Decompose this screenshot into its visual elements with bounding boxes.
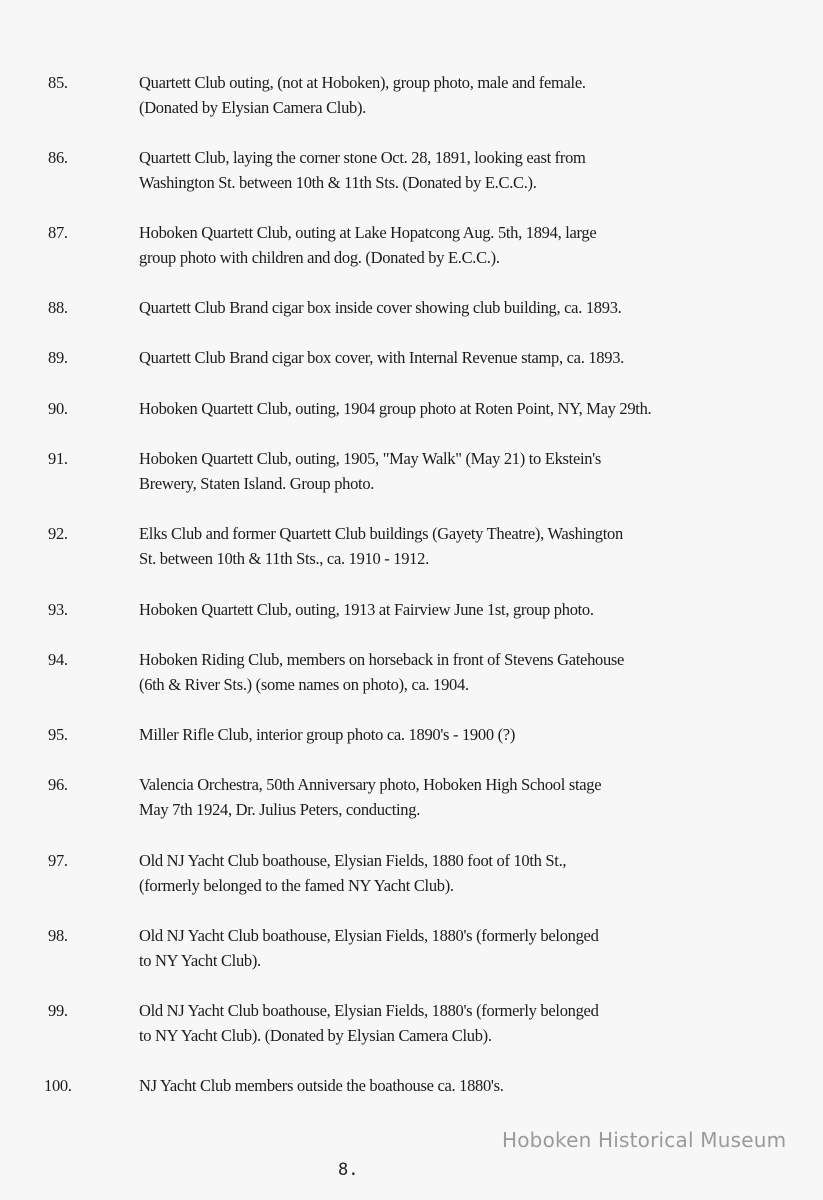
description-line: St. between 10th & 11th Sts., ca. 1910 - 1912. (139, 549, 429, 568)
description-line: (formerly belonged to the famed NY Yacht Club). (139, 876, 454, 895)
description-line: to NY Yacht Club). (Donated by Elysian Camera Club). (139, 1026, 492, 1045)
description-line: Old NJ Yacht Club boathouse, Elysian Fields, 1880 foot of 10th St., (139, 851, 567, 870)
item-number: 89. (48, 348, 68, 367)
description-line: group photo with children and dog. (Donated by E.C.C.). (139, 248, 500, 267)
item-number: 98. (48, 926, 68, 945)
description-line: to NY Yacht Club). (139, 951, 261, 970)
description-line: Old NJ Yacht Club boathouse, Elysian Fields, 1880's (formerly belonged (139, 1001, 599, 1020)
item-number: 93. (48, 600, 68, 619)
item-number: 91. (48, 449, 68, 468)
item-number: 87. (48, 223, 68, 242)
item-number: 86. (48, 148, 68, 167)
description-line: Elks Club and former Quartett Club buildings (Gayety Theatre), Washington (139, 524, 623, 543)
description-line: Quartett Club Brand cigar box inside cover showing club building, ca. 1893. (139, 298, 622, 317)
item-number: 99. (48, 1001, 68, 1020)
description-line: Hoboken Riding Club, members on horseback in front of Stevens Gatehouse (139, 650, 625, 669)
item-number: 90. (48, 399, 68, 418)
description-line: Old NJ Yacht Club boathouse, Elysian Fields, 1880's (formerly belonged (139, 926, 599, 945)
description-line: Quartett Club outing, (not at Hoboken), group photo, male and female. (139, 73, 586, 92)
item-number: 97. (48, 851, 68, 870)
page-number: 8. (338, 1160, 359, 1180)
description-line: Quartett Club Brand cigar box cover, with Internal Revenue stamp, ca. 1893. (139, 348, 624, 367)
museum-watermark: Hoboken Historical Museum (502, 1128, 787, 1152)
item-number: 96. (48, 775, 68, 794)
description-line: Quartett Club, laying the corner stone Oct. 28, 1891, looking east from (139, 148, 586, 167)
item-description (139, 597, 779, 622)
item-number: 92. (48, 524, 68, 543)
item-description (139, 396, 779, 421)
item-description (139, 923, 779, 973)
description-line: Hoboken Quartett Club, outing, 1905, "May Walk" (May 21) to Ekstein's (139, 449, 602, 468)
item-description (139, 220, 779, 270)
item-number: 94. (48, 650, 68, 669)
description-line: Hoboken Quartett Club, outing at Lake Hopatcong Aug. 5th, 1894, large (139, 223, 597, 242)
item-description (139, 998, 779, 1048)
item-description (139, 722, 779, 747)
item-description (139, 848, 779, 898)
item-number: 100. (44, 1076, 72, 1095)
description-line: Washington St. between 10th & 11th Sts. (Donated by E.C.C.). (139, 173, 537, 192)
item-description (139, 145, 779, 195)
item-number: 88. (48, 298, 68, 317)
item-description (139, 345, 779, 370)
item-description (139, 647, 779, 697)
description-line: Valencia Orchestra, 50th Anniversary photo, Hoboken High School stage (139, 775, 602, 794)
description-line: Brewery, Staten Island. Group photo. (139, 474, 375, 493)
description-line: (6th & River Sts.) (some names on photo), ca. 1904. (139, 675, 469, 694)
item-description (139, 70, 779, 120)
description-line: May 7th 1924, Dr. Julius Peters, conducting. (139, 800, 421, 819)
item-description (139, 772, 779, 822)
description-line: Hoboken Quartett Club, outing, 1913 at Fairview June 1st, group photo. (139, 600, 594, 619)
item-description (139, 446, 779, 496)
description-line: Miller Rifle Club, interior group photo ca. 1890's - 1900 (?) (139, 725, 516, 744)
item-description (139, 295, 779, 320)
item-number: 85. (48, 73, 68, 92)
item-number: 95. (48, 725, 68, 744)
item-description (139, 521, 779, 571)
description-line: (Donated by Elysian Camera Club). (139, 98, 366, 117)
description-line: NJ Yacht Club members outside the boathouse ca. 1880's. (139, 1076, 504, 1095)
description-line: Hoboken Quartett Club, outing, 1904 group photo at Roten Point, NY, May 29th. (139, 399, 652, 418)
item-description (139, 1073, 779, 1098)
